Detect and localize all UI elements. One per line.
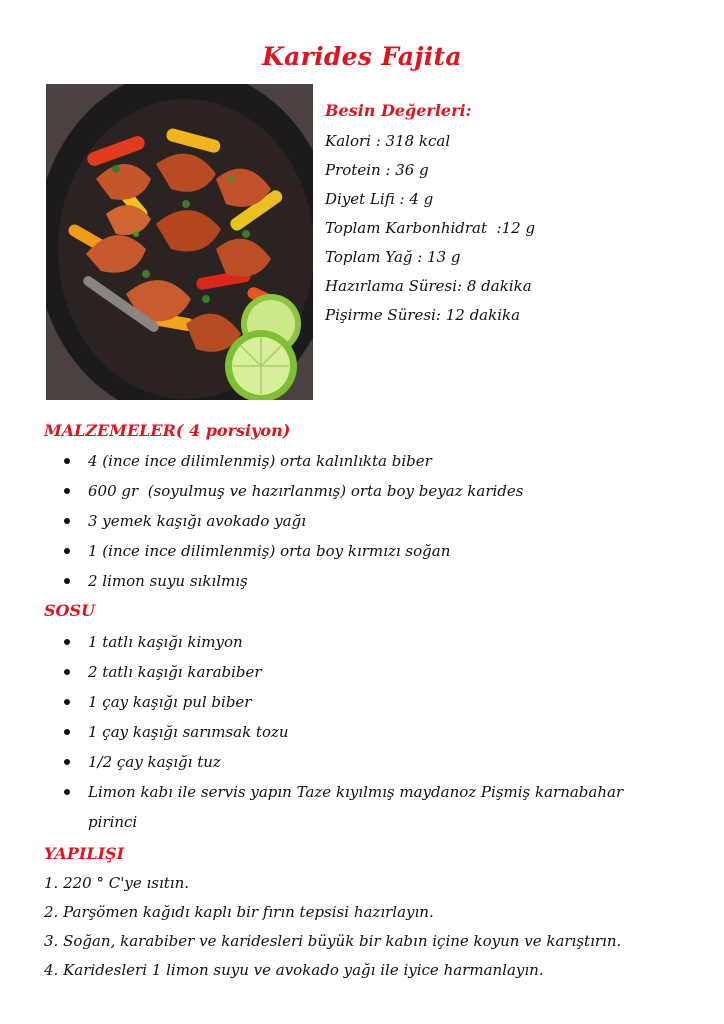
list-item — [0, 446, 724, 476]
bullet-icon — [64, 548, 70, 554]
step-item: 2. Parşömen kağıdı kaplı bir fırın tepsisi hazırlayın. — [44, 903, 434, 921]
list-item — [0, 566, 724, 596]
shrimp-fajita-skillet-photo — [46, 84, 313, 400]
nutrition-carbs: Toplam Karbonhidrat :12 g — [325, 219, 536, 237]
bullet-icon — [64, 729, 70, 735]
nutrition-prep-time: Hazırlama Süresi: 8 dakika — [325, 277, 532, 295]
bullet-icon — [64, 518, 70, 524]
sauce-text: 1 tatlı kaşığı kimyon — [88, 633, 243, 651]
method-steps — [44, 869, 684, 985]
ingredient-text: 3 yemek kaşığı avokado yağı — [88, 512, 307, 530]
ingredient-text: 4 (ince ince dilimlenmiş) orta kalınlıkta biber — [88, 452, 432, 470]
step-item: 1. 220 ° C'ye ısıtın. — [44, 874, 190, 892]
list-item — [0, 657, 724, 687]
ingredient-text: 600 gr (soyulmuş ve hazırlanmış) orta boy beyaz karides — [88, 482, 524, 500]
recipe-photo — [46, 84, 313, 400]
step-item: 3. Soğan, karabiber ve karidesleri büyük bir kabın içine koyun ve karıştırın. — [44, 932, 622, 950]
recipe-title: Karides Fajita — [262, 42, 462, 71]
ingredient-text: 1 (ince ince dilimlenmiş) orta boy kırmızı soğan — [88, 542, 451, 560]
bullet-icon — [64, 639, 70, 645]
nutrition-fat: Toplam Yağ : 13 g — [325, 248, 461, 266]
bullet-icon — [64, 458, 70, 464]
step-item: 4. Karidesleri 1 limon suyu ve avokado yağı ile iyice harmanlayın. — [44, 961, 544, 979]
bullet-icon — [64, 699, 70, 705]
ingredients-heading: MALZEMELER( 4 porsiyon) — [44, 421, 291, 440]
nutrition-cook-time: Pişirme Süresi: 12 dakika — [325, 306, 521, 324]
list-item — [0, 506, 724, 536]
bullet-icon — [64, 669, 70, 675]
sauce-text: 2 tatlı kaşığı karabiber — [88, 663, 262, 681]
list-item — [0, 777, 724, 837]
nutrition-facts — [325, 98, 705, 331]
list-item — [0, 717, 724, 747]
sauce-text: 1 çay kaşığı sarımsak tozu — [88, 723, 289, 741]
bullet-icon — [64, 789, 70, 795]
nutrition-protein: Protein : 36 g — [325, 161, 429, 179]
bullet-icon — [64, 759, 70, 765]
sauce-text: Limon kabı ile servis yapın Taze kıyılmış maydanoz Pişmiş karnabahar pirinci — [88, 783, 628, 831]
ingredient-text: 2 limon suyu sıkılmış — [88, 572, 248, 590]
ingredients-list — [0, 446, 724, 596]
method-heading: YAPILIŞI — [44, 844, 125, 863]
sauce-text: 1/2 çay kaşığı tuz — [88, 753, 221, 771]
sauce-heading: SOSU — [44, 601, 95, 620]
list-item — [0, 747, 724, 777]
list-item — [0, 476, 724, 506]
list-item — [0, 627, 724, 657]
bullet-icon — [64, 578, 70, 584]
nutrition-calories: Kalori : 318 kcal — [325, 132, 451, 150]
list-item — [0, 687, 724, 717]
nutrition-fiber: Diyet Lifi : 4 g — [325, 190, 434, 208]
nutrition-heading: Besin Değerleri: — [325, 101, 472, 120]
sauce-list — [0, 627, 724, 837]
bullet-icon — [64, 488, 70, 494]
sauce-text: 1 çay kaşığı pul biber — [88, 693, 252, 711]
list-item — [0, 536, 724, 566]
